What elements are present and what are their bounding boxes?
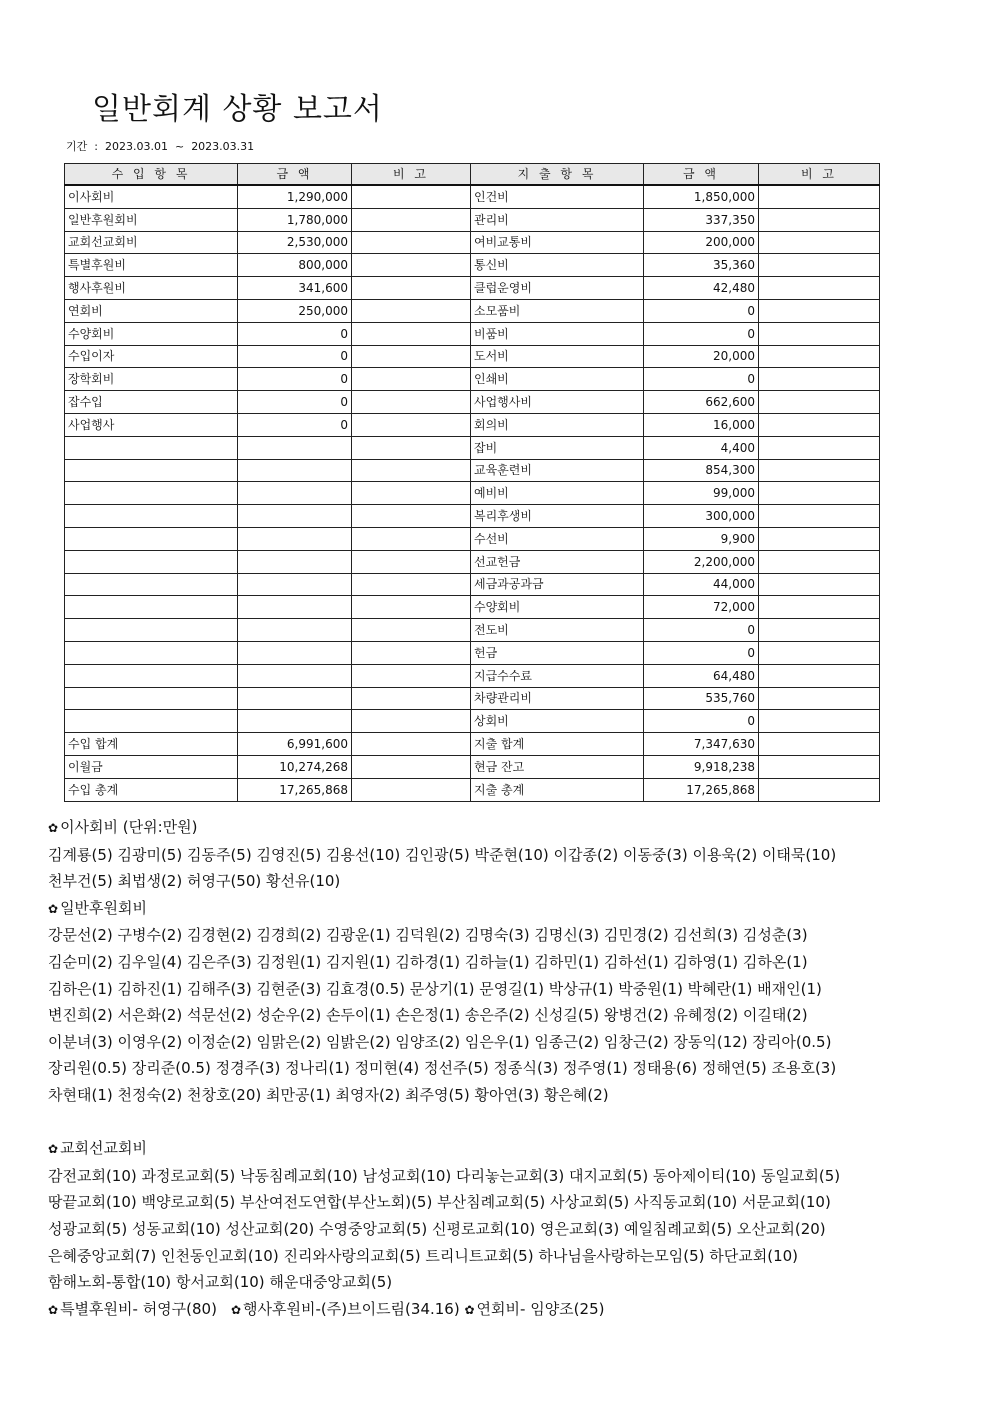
flower-icon: ✿ <box>48 901 59 916</box>
income-amount-cell: 0 <box>238 368 352 391</box>
income-item-cell: 수양회비 <box>65 322 238 345</box>
expense-amount-cell: 0 <box>644 368 759 391</box>
header-income-item: 수 입 항 목 <box>65 164 238 186</box>
expense-amount-cell: 200,000 <box>644 231 759 254</box>
summary-income-amount: 10,274,268 <box>238 755 352 778</box>
expense-note-cell <box>759 299 880 322</box>
table-row <box>65 687 880 710</box>
notes-line: 김순미(2) 김우일(4) 김은주(3) 김정원(1) 김지원(1) 김하경(1) 김하늘(1) 김하민(1) 김하선(1) 김하영(1) 김하온(1) <box>48 952 808 971</box>
income-amount-cell <box>238 550 352 573</box>
income-note-cell <box>352 345 471 368</box>
expense-item-cell: 소모품비 <box>471 299 644 322</box>
income-amount-cell <box>238 641 352 664</box>
expense-note-cell <box>759 413 880 436</box>
table-row <box>65 436 880 459</box>
header-expense-amount: 금 액 <box>644 164 759 186</box>
table-row <box>65 231 880 254</box>
expense-amount-cell: 2,200,000 <box>644 550 759 573</box>
expense-note-cell <box>759 527 880 550</box>
income-item-cell: 잡수입 <box>65 391 238 414</box>
period-tilde: ~ <box>174 140 185 153</box>
notes-line: 차현태(1) 천정숙(2) 천창호(20) 최만공(1) 최영자(2) 최주영(5) 황아연(3) 황은혜(2) <box>48 1085 609 1104</box>
expense-note-cell <box>759 619 880 642</box>
income-amount-cell: 341,600 <box>238 277 352 300</box>
income-item-cell: 사업행사 <box>65 413 238 436</box>
notes-heading-church: ✿ 교회선교회비 <box>48 1139 148 1158</box>
summary-expense-note <box>759 733 880 756</box>
table-row <box>65 527 880 550</box>
expense-item-cell: 예비비 <box>471 482 644 505</box>
income-amount-cell: 0 <box>238 391 352 414</box>
income-item-cell: 수입이자 <box>65 345 238 368</box>
income-amount-cell <box>238 687 352 710</box>
summary-income-note <box>352 755 471 778</box>
table-row <box>65 664 880 687</box>
summary-income-label: 수입 총계 <box>65 778 238 801</box>
table-row <box>65 391 880 414</box>
income-note-cell <box>352 619 471 642</box>
income-item-cell <box>65 573 238 596</box>
income-amount-cell <box>238 482 352 505</box>
income-note-cell <box>352 687 471 710</box>
expense-amount-cell: 35,360 <box>644 254 759 277</box>
expense-amount-cell: 300,000 <box>644 505 759 528</box>
income-note-cell <box>352 436 471 459</box>
income-note-cell <box>352 254 471 277</box>
expense-note-cell <box>759 505 880 528</box>
notes-line: 장리원(0.5) 장리준(0.5) 정경주(3) 정나리(1) 정미현(4) 정선주(5) 정종식(3) 정주영(1) 정태용(6) 정해연(5) 조용호(3) <box>48 1059 837 1078</box>
income-amount-cell: 0 <box>238 345 352 368</box>
header-income-note: 비 고 <box>352 164 471 186</box>
expense-note-cell <box>759 459 880 482</box>
income-note-cell <box>352 368 471 391</box>
notes-line: 성광교회(5) 성동교회(10) 성산교회(20) 수영중앙교회(5) 신평로교회(10) 영은교회(3) 예일침례교회(5) 오산교회(20) <box>48 1219 826 1238</box>
income-note-cell <box>352 527 471 550</box>
notes-heading-general: ✿ 일반후원회비 <box>48 898 148 917</box>
income-amount-cell <box>238 664 352 687</box>
income-item-cell <box>65 687 238 710</box>
income-item-cell: 교회선교회비 <box>65 231 238 254</box>
expense-item-cell: 헌금 <box>471 641 644 664</box>
summary-income-note <box>352 778 471 801</box>
income-amount-cell: 2,530,000 <box>238 231 352 254</box>
expense-item-cell: 교육훈련비 <box>471 459 644 482</box>
expense-amount-cell: 64,480 <box>644 664 759 687</box>
expense-note-cell <box>759 322 880 345</box>
period-label: 기간 <box>66 140 88 153</box>
expense-item-cell: 수선비 <box>471 527 644 550</box>
notes-spacer <box>48 1109 948 1136</box>
income-note-cell <box>352 664 471 687</box>
income-amount-cell: 250,000 <box>238 299 352 322</box>
income-item-cell <box>65 482 238 505</box>
notes-line: 이분녀(3) 이영우(2) 이정순(2) 임맑은(2) 임밝은(2) 임양조(2) 임은우(1) 임종근(2) 임창근(2) 장동익(12) 장리아(0.5) <box>48 1032 832 1051</box>
table-row <box>65 482 880 505</box>
summary-expense-amount: 7,347,630 <box>644 733 759 756</box>
expense-note-cell <box>759 277 880 300</box>
expense-item-cell: 도서비 <box>471 345 644 368</box>
expense-note-cell <box>759 368 880 391</box>
expense-item-cell: 잡비 <box>471 436 644 459</box>
income-item-cell: 행사후원비 <box>65 277 238 300</box>
income-item-cell: 일반후원회비 <box>65 208 238 231</box>
income-amount-cell <box>238 505 352 528</box>
expense-item-cell: 복리후생비 <box>471 505 644 528</box>
summary-expense-note <box>759 778 880 801</box>
summary-income-amount: 17,265,868 <box>238 778 352 801</box>
income-item-cell <box>65 505 238 528</box>
table-row <box>65 277 880 300</box>
expense-amount-cell: 662,600 <box>644 391 759 414</box>
table-row <box>65 299 880 322</box>
income-note-cell <box>352 413 471 436</box>
expense-amount-cell: 16,000 <box>644 413 759 436</box>
expense-amount-cell: 0 <box>644 619 759 642</box>
income-note-cell <box>352 391 471 414</box>
table-row <box>65 459 880 482</box>
expense-note-cell <box>759 185 880 208</box>
expense-item-cell: 클럽운영비 <box>471 277 644 300</box>
expense-item-cell: 수양회비 <box>471 596 644 619</box>
income-note-cell <box>352 299 471 322</box>
expense-item-cell: 관리비 <box>471 208 644 231</box>
table-row <box>65 254 880 277</box>
income-item-cell <box>65 550 238 573</box>
expense-amount-cell: 0 <box>644 299 759 322</box>
income-note-cell <box>352 277 471 300</box>
expense-amount-cell: 9,900 <box>644 527 759 550</box>
income-item-cell <box>65 527 238 550</box>
expense-note-cell <box>759 573 880 596</box>
income-item-cell: 이사회비 <box>65 185 238 208</box>
income-note-cell <box>352 550 471 573</box>
income-note-cell <box>352 641 471 664</box>
income-note-cell <box>352 459 471 482</box>
expense-amount-cell: 337,350 <box>644 208 759 231</box>
income-note-cell <box>352 596 471 619</box>
income-item-cell <box>65 436 238 459</box>
expense-note-cell <box>759 664 880 687</box>
income-item-cell <box>65 596 238 619</box>
income-item-cell <box>65 664 238 687</box>
notes-line: 은혜중앙교회(7) 인천동인교회(10) 진리와사랑의교회(5) 트리니트교회(5) 하나님을사랑하는모임(5) 하단교회(10) <box>48 1246 799 1265</box>
income-amount-cell <box>238 436 352 459</box>
expense-note-cell <box>759 550 880 573</box>
flower-icon: ✿ <box>48 1142 59 1157</box>
expense-note-cell <box>759 208 880 231</box>
income-note-cell <box>352 482 471 505</box>
flower-icon: ✿ <box>48 821 59 835</box>
notes-line: 김하은(1) 김하진(1) 김해주(3) 김현준(3) 김효경(0.5) 문상기(1) 문영길(1) 박상규(1) 박중원(1) 박혜란(1) 배재인(1) <box>48 979 822 998</box>
income-amount-cell: 1,290,000 <box>238 185 352 208</box>
income-item-cell: 특별후원비 <box>65 254 238 277</box>
summary-row <box>65 733 880 756</box>
summary-expense-label: 현금 잔고 <box>471 755 644 778</box>
expense-note-cell <box>759 254 880 277</box>
expense-note-cell <box>759 231 880 254</box>
expense-item-cell: 상회비 <box>471 710 644 733</box>
income-item-cell <box>65 619 238 642</box>
expense-item-cell: 선교헌금 <box>471 550 644 573</box>
period-end: 2023.03.31 <box>191 140 255 153</box>
summary-income-label: 이월금 <box>65 755 238 778</box>
expense-amount-cell: 44,000 <box>644 573 759 596</box>
income-amount-cell <box>238 619 352 642</box>
flower-icon: ✿ <box>230 1302 242 1317</box>
summary-expense-note <box>759 755 880 778</box>
expense-item-cell: 지급수수료 <box>471 664 644 687</box>
summary-income-label: 수입 합계 <box>65 733 238 756</box>
income-note-cell <box>352 208 471 231</box>
income-note-cell <box>352 573 471 596</box>
report-period <box>66 138 254 154</box>
flower-icon: ✿ <box>464 1302 475 1317</box>
table-row <box>65 596 880 619</box>
table-row <box>65 345 880 368</box>
income-note-cell <box>352 505 471 528</box>
notes-footer: ✿ 특별후원비- 허영구(80) ✿ 행사후원비-(주)브이드림(34.16) ✿ 연회비- 임양조(25) <box>48 1299 605 1318</box>
income-amount-cell <box>238 527 352 550</box>
table-row <box>65 619 880 642</box>
expense-amount-cell: 0 <box>644 641 759 664</box>
expense-item-cell: 회의비 <box>471 413 644 436</box>
income-amount-cell: 1,780,000 <box>238 208 352 231</box>
table-header-row <box>65 164 880 186</box>
expense-item-cell: 비품비 <box>471 322 644 345</box>
table-row <box>65 641 880 664</box>
notes-line: 감전교회(10) 과정로교회(5) 낙동침례교회(10) 남성교회(10) 다리놓는교회(3) 대지교회(5) 동아제이티(10) 동일교회(5) <box>48 1166 841 1185</box>
income-amount-cell <box>238 459 352 482</box>
table-row <box>65 550 880 573</box>
summary-expense-label: 지출 합계 <box>471 733 644 756</box>
expense-amount-cell: 0 <box>644 710 759 733</box>
table-row <box>65 505 880 528</box>
expense-note-cell <box>759 710 880 733</box>
flower-icon: ✿ <box>48 1302 59 1317</box>
expense-amount-cell: 854,300 <box>644 459 759 482</box>
expense-note-cell <box>759 687 880 710</box>
expense-note-cell <box>759 436 880 459</box>
header-expense-note: 비 고 <box>759 164 880 186</box>
header-income-amount: 금 액 <box>238 164 352 186</box>
income-amount-cell: 0 <box>238 322 352 345</box>
expense-note-cell <box>759 482 880 505</box>
summary-row <box>65 778 880 801</box>
income-item-cell <box>65 710 238 733</box>
income-amount-cell <box>238 596 352 619</box>
table-row <box>65 413 880 436</box>
notes-section <box>48 814 948 1323</box>
notes-line: 땅끝교회(10) 백양로교회(5) 부산여전도연합(부산노회)(5) 부산침례교회(5) 사상교회(5) 사직동교회(10) 서문교회(10) <box>48 1193 831 1212</box>
expense-item-cell: 여비교통비 <box>471 231 644 254</box>
expense-amount-cell: 0 <box>644 322 759 345</box>
expense-amount-cell: 72,000 <box>644 596 759 619</box>
notes-line: 변진희(2) 서은화(2) 석문선(2) 성순우(2) 손두이(1) 손은정(1) 송은주(2) 신성길(5) 왕병건(2) 유혜정(2) 이길태(2) <box>48 1006 808 1025</box>
notes-line: 강문선(2) 구병수(2) 김경현(2) 김경희(2) 김광운(1) 김덕원(2) 김명숙(3) 김명신(3) 김민경(2) 김선희(3) 김성춘(3) <box>48 926 808 945</box>
notes-line: 김계룡(5) 김광미(5) 김동주(5) 김영진(5) 김용선(10) 김인광(5) 박준현(10) 이갑종(2) 이동중(3) 이용욱(2) 이태묵(10) <box>48 845 837 864</box>
expense-amount-cell: 535,760 <box>644 687 759 710</box>
expense-amount-cell: 20,000 <box>644 345 759 368</box>
income-item-cell: 연회비 <box>65 299 238 322</box>
summary-income-amount: 6,991,600 <box>238 733 352 756</box>
summary-income-note <box>352 733 471 756</box>
period-start: 2023.03.01 <box>104 140 168 153</box>
income-note-cell <box>352 231 471 254</box>
income-amount-cell: 800,000 <box>238 254 352 277</box>
notes-line: 함해노회-통합(10) 항서교회(10) 해운대중앙교회(5) <box>48 1273 393 1292</box>
expense-amount-cell: 1,850,000 <box>644 185 759 208</box>
income-amount-cell <box>238 573 352 596</box>
expense-amount-cell: 4,400 <box>644 436 759 459</box>
notes-line: 천부건(5) 최법생(2) 허영구(50) 황선유(10) <box>48 872 341 891</box>
income-item-cell: 장학회비 <box>65 368 238 391</box>
expense-item-cell: 인건비 <box>471 185 644 208</box>
summary-expense-amount: 17,265,868 <box>644 778 759 801</box>
income-note-cell <box>352 185 471 208</box>
expense-item-cell: 통신비 <box>471 254 644 277</box>
expense-amount-cell: 99,000 <box>644 482 759 505</box>
table-row <box>65 573 880 596</box>
ledger-table <box>64 163 880 802</box>
table-row <box>65 322 880 345</box>
expense-amount-cell: 42,480 <box>644 277 759 300</box>
income-item-cell <box>65 641 238 664</box>
table-row <box>65 185 880 208</box>
income-note-cell <box>352 710 471 733</box>
expense-item-cell: 전도비 <box>471 619 644 642</box>
period-colon: : <box>94 140 98 153</box>
expense-item-cell: 세금과공과금 <box>471 573 644 596</box>
document-title: 일반회계 상황 보고서 <box>92 92 383 127</box>
summary-expense-label: 지출 총계 <box>471 778 644 801</box>
ledger-body <box>65 185 880 801</box>
income-amount-cell: 0 <box>238 413 352 436</box>
income-item-cell <box>65 459 238 482</box>
expense-note-cell <box>759 641 880 664</box>
header-expense-item: 지 출 항 목 <box>471 164 644 186</box>
table-row <box>65 368 880 391</box>
expense-note-cell <box>759 391 880 414</box>
expense-item-cell: 차량관리비 <box>471 687 644 710</box>
summary-expense-amount: 9,918,238 <box>644 755 759 778</box>
table-row <box>65 208 880 231</box>
expense-item-cell: 인쇄비 <box>471 368 644 391</box>
income-amount-cell <box>238 710 352 733</box>
summary-row <box>65 755 880 778</box>
expense-note-cell <box>759 345 880 368</box>
table-row <box>65 710 880 733</box>
expense-item-cell: 사업행사비 <box>471 391 644 414</box>
expense-note-cell <box>759 596 880 619</box>
income-note-cell <box>352 322 471 345</box>
notes-heading-board: ✿ 이사회비 (단위:만원) <box>48 818 198 836</box>
